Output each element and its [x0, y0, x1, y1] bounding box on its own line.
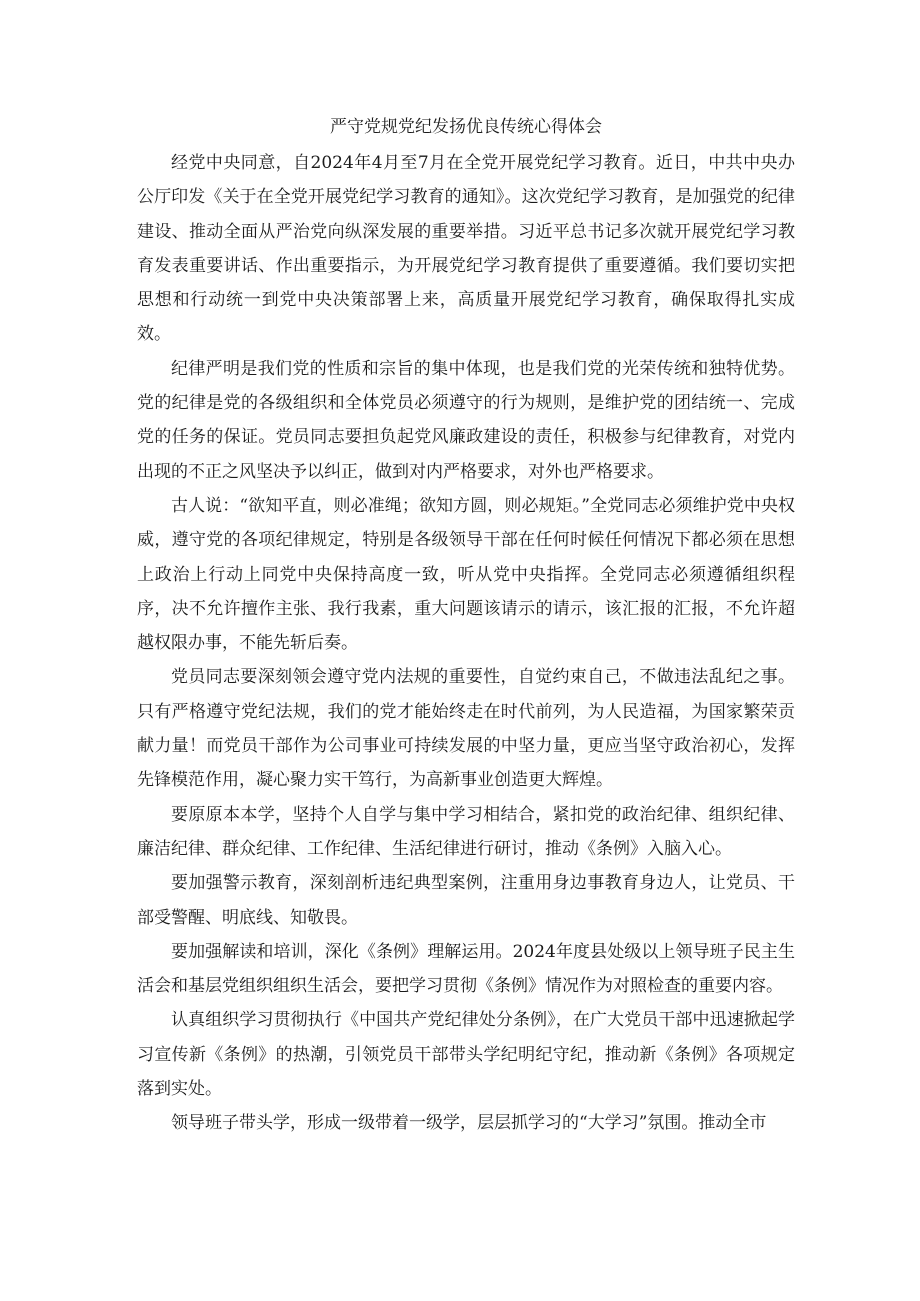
- paragraph-3: 古人说：“欲知平直，则必准绳；欲知方圆，则必规矩。”全党同志必须维护党中央权威，遵守党的各项纪律规定，特别是各级领导干部在任何时候任何情况下都必须在思想上政治上行动上同党中央保持高度一致，听从党中央指挥。全党同志必须遵循组织程序，决不允许擅作主张、我行我素，重大问题该请示的请示，该汇报的汇报，不允许超越权限办事，不能先斩后奏。: [137, 495, 795, 654]
- paragraph-4: 党员同志要深刻领会遵守党内法规的重要性，自觉约束自己，不做违法乱纪之事。只有严格遵守党纪法规，我们的党才能始终走在时代前列，为人民造福，为国家繁荣贡献力量！而党员干部作为公司事业可持续发展的中坚力量，更应当坚守政治初心，发挥先锋模范作用，凝心聚力实干笃行，为高新事业创造更大辉煌。: [137, 667, 795, 791]
- paragraph-1: 经党中央同意，自2024年4月至7月在全党开展党纪学习教育。近日，中共中央办公厅印发《关于在全党开展党纪学习教育的通知》。这次党纪学习教育，是加强党的纪律建设、推动全面从严治党向纵深发展的重要举措。习近平总书记多次就开展党纪学习教育发表重要讲话、作出重要指示，为开展党纪学习教育提供了重要遵循。我们要切实把思想和行动统一到党中央决策部署上来，高质量开展党纪学习教育，确保取得扎实成效。: [137, 153, 795, 345]
- document-page: [137, 110, 795, 1141]
- paragraph-2: 纪律严明是我们党的性质和宗旨的集中体现，也是我们党的光荣传统和独特优势。党的纪律是党的各级组织和全体党员必须遵守的行为规则，是维护党的团结统一、完成党的任务的保证。党员同志要担负起党风廉政建设的责任，积极参与纪律教育，对党内出现的不正之风坚决予以纠正，做到对内严格要求，对外也严格要求。: [137, 358, 795, 482]
- paragraph-5: 要原原本本学，坚持个人自学与集中学习相结合，紧扣党的政治纪律、组织纪律、廉洁纪律、群众纪律、工作纪律、生活纪律进行研讨，推动《条例》入脑入心。: [137, 804, 795, 859]
- paragraph-6: 要加强警示教育，深刻剖析违纪典型案例，注重用身边事教育身边人，让党员、干部受警醒、明底线、知敬畏。: [137, 873, 795, 928]
- paragraph-9: 领导班子带头学，形成一级带着一级学，层层抓学习的“大学习”氛围。推动全市: [171, 1113, 767, 1134]
- paragraph-7: 要加强解读和培训，深化《条例》理解运用。2024年度县处级以上领导班子民主生活会和基层党组织组织生活会，要把学习贯彻《条例》情况作为对照检查的重要内容。: [137, 941, 795, 997]
- paragraph-8: 认真组织学习贯彻执行《中国共产党纪律处分条例》，在广大党员干部中迅速掀起学习宣传新《条例》的热潮，引领党员干部带头学纪明纪守纪，推动新《条例》各项规定落到实处。: [137, 1010, 795, 1100]
- document-title: 严守党规党纪发扬优良传统心得体会: [330, 117, 602, 137]
